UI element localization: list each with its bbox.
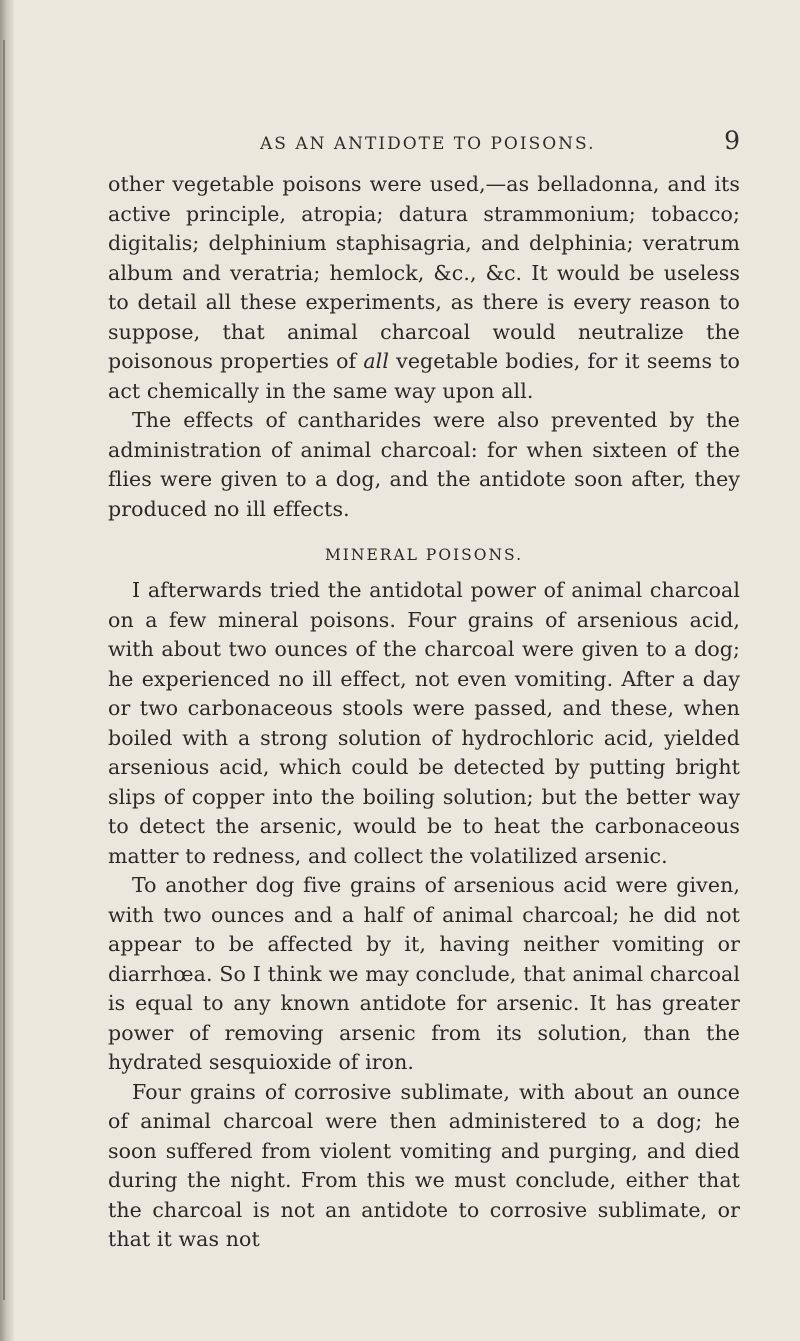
running-head bbox=[108, 126, 740, 170]
section-heading: MINERAL POISONS. bbox=[324, 546, 524, 564]
binding-edge-line bbox=[3, 40, 5, 1300]
book-page bbox=[108, 126, 740, 1255]
paragraph-cantharides: The effects of cantharides were also prevented by the administration of animal charcoal: for when sixteen of the flies were given to a dog, and the antidote soon after, they produced no ill effects. bbox=[108, 408, 740, 521]
running-title: AS AN ANTIDOTE TO POISONS. bbox=[260, 134, 596, 154]
page-number: 9 bbox=[724, 126, 740, 155]
page-gutter-shadow bbox=[0, 0, 14, 1341]
paragraph-1-text-b: vegetable bodies, for it seems to act chemically in the same way upon all. bbox=[108, 349, 740, 403]
paragraph-second-dog: To another dog five grains of arsenious acid were given, with two ounces and a half of animal charcoal; he did not appear to be affected by it, having neither vomiting or diarrhœa. So I think we may conclude, that animal charcoal is equal to any known antidote for arsenic. It has greater power of removing arsenic from its solution, than the hydrated sesquioxide of iron. bbox=[108, 873, 740, 1074]
paragraph-arsenious-acid: I afterwards tried the antidotal power of animal charcoal on a few mineral poisons. Four grains of arsenious acid, with about two ounces of the charcoal were given to a dog; he experienced no ill effect, not even vomiting. After a day or two carbonaceous stools were passed, and these, when boiled with a strong solution of hydrochloric acid, yielded arsenious acid, which could be detected by putting bright slips of copper into the boiling solution; but the better way to detect the arsenic, would be to heat the carbonaceous matter to redness, and collect the volatilized arsenic. bbox=[108, 578, 740, 868]
paragraph-corrosive-sublimate: Four grains of corrosive sublimate, with about an ounce of animal charcoal were then administered to a dog; he soon suffered from violent vomiting and purging, and died during the night. From this we must conclude, either that the charcoal is not an antidote to corrosive sublimate, or that it was not bbox=[108, 1079, 740, 1251]
body-text bbox=[108, 170, 740, 1255]
emphasis-all: all bbox=[363, 349, 389, 373]
paragraph-continuation bbox=[108, 170, 740, 406]
paragraph-1-text-a: other vegetable poisons were used,—as belladonna, and its active principle, atropia; datura strammonium; tobacco; digitalis; delphinium staphisagria, and delphinia; veratrum album and veratria; hemlock, &c., &c. It would be useless to detail all these experiments, as there is every reason to suppose, that animal charcoal would neutralize the poisonous properties of bbox=[108, 172, 740, 373]
